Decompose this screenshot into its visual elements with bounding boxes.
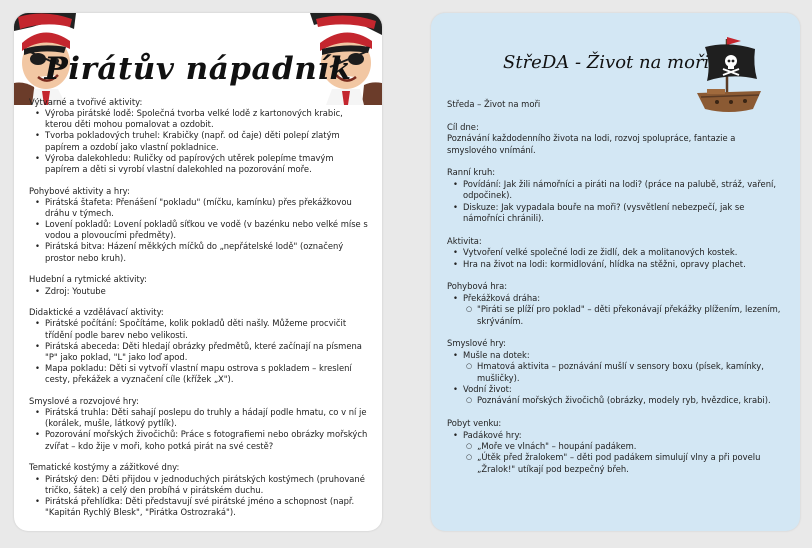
list-item: • Překážková dráha: — [447, 293, 787, 304]
section-art — [29, 97, 369, 175]
list-item: • Pirátská abeceda: Děti hledají obrázky předmětů, které začínají na písmena "P" jako poklad, "L" jako loď apod. — [29, 341, 369, 363]
left-card — [14, 13, 382, 531]
page-title: Pirátův nápadník — [44, 51, 352, 87]
sub-list-item: ○ „Moře ve vlnách" – houpání padákem. — [447, 441, 787, 452]
section-sensory — [29, 396, 369, 452]
section-heading: Pobyt venku: — [447, 418, 502, 429]
right-content — [447, 99, 787, 475]
section-heading: Ranní kruh: — [447, 167, 496, 178]
list-item: • Pirátská truhla: Děti sahají poslepu do truhly a hádají podle hmatu, co v ní je (korálek, mušle, látkový pytlík). — [29, 407, 369, 429]
section-activity — [447, 236, 787, 270]
list-item: • Pirátské počítání: Spočítáme, kolik pokladů děti našly. Můžeme procvičit třídění podle barev nebo velikosti. — [29, 318, 369, 340]
left-content — [29, 97, 369, 518]
list-item: • Hra na život na lodi: kormidlování, hlídka na stěžni, opravy plachet. — [447, 259, 787, 270]
list-item: • Pirátská přehlídka: Děti představují své pirátské jméno a schopnost (např. "Kapitán Rychlý Blesk", "Pirátka Ostrozraká"). — [29, 496, 369, 518]
list-item: • Padákové hry: — [447, 430, 787, 441]
section-morning — [447, 167, 787, 224]
list-item: • Vytvoření velké společné lodi ze židlí, dek a molitanových kostek. — [447, 247, 787, 258]
section-heading: Výtvarné a tvořivé aktivity: — [29, 97, 143, 107]
section-sensory-games — [447, 338, 787, 407]
section-movement-game — [447, 281, 787, 327]
list-item: • Povídání: Jak žili námořníci a piráti na lodi? (práce na palubě, stráž, vaření, odpočinek). — [447, 179, 787, 202]
right-card — [431, 13, 800, 531]
section-heading: Pohybové aktivity a hry: — [29, 185, 130, 196]
sub-list-item: ○ "Piráti se plíží pro poklad" – děti překonávají překážky plížením, lezením, skrýváním. — [447, 304, 787, 327]
list-item: • Pirátská štafeta: Přenášení "pokladu" (míčku, kamínku) přes překážkovou dráhu v týmech. — [29, 197, 369, 219]
subtitle: Středa – Život na moři — [447, 99, 541, 109]
list-item: • Diskuze: Jak vypadala bouře na moři? (vysvětlení nebezpečí, jak se námořníci chránili). — [447, 202, 787, 225]
sub-list-item: ○ „Útěk před žralokem" – děti pod padákem simulují vlny a při povelu „Žralok!" utíkají pod bezpečný břeh. — [447, 452, 787, 475]
list-item: • Vodní život: — [447, 384, 787, 395]
list-item: • Pirátská bitva: Házení měkkých míčků do „nepřátelské lodě" (označený prostor nebo kruh). — [29, 241, 369, 263]
page-title: StřeDA - Život na moři — [503, 52, 710, 73]
section-movement — [29, 186, 369, 264]
sub-list-item: ○ Hmatová aktivita – poznávání mušlí v sensory boxu (písek, kamínky, mušličky). — [447, 361, 787, 384]
list-item: • Zdroj: Youtube — [29, 286, 369, 297]
section-outdoor — [447, 418, 787, 475]
section-heading: Pohybová hra: — [447, 281, 508, 292]
list-item: • Pirátský den: Děti přijdou v jednoduchých pirátských kostýmech (pruhované tričko, šátek) a celý den probíhá v pirátském duchu. — [29, 474, 369, 496]
list-item: • Výroba dalekohledu: Ruličky od papírových utěrek polepíme tmavým papírem a děti si vyrobí vlastní dalekohled na pozorování moře. — [29, 153, 369, 175]
section-heading: Tematické kostýmy a zážitkové dny: — [29, 462, 180, 473]
list-item: • Výroba pirátské lodě: Společná tvorba velké lodě z kartonových krabic, kterou děti mohou pomalovat a ozdobit. — [29, 108, 369, 130]
section-heading: Hudební a rytmické aktivity: — [29, 274, 147, 285]
list-item: • Pozorování mořských živočichů: Práce s fotografiemi nebo obrázky mořských zvířat – kdo žije v moři, koho potká pirát na své cestě? — [29, 429, 369, 451]
section-costumes — [29, 462, 369, 518]
list-item: • Mušle na dotek: — [447, 350, 787, 361]
section-didactic — [29, 307, 369, 385]
section-heading: Smyslové a rozvojové hry: — [29, 395, 139, 406]
goal-heading: Cíl dne: — [447, 121, 479, 132]
list-item: • Mapa pokladu: Děti si vytvoří vlastní mapu ostrova s pokladem – kreslení cesty, překážek a vyznačení cíle (křížek „X"). — [29, 363, 369, 385]
section-music — [29, 274, 369, 296]
sub-list-item: ○ Poznávání mořských živočichů (obrázky, modely ryb, hvězdice, krabi). — [447, 395, 787, 406]
section-heading: Aktivita: — [447, 235, 482, 246]
list-item: • Lovení pokladů: Lovení pokladů síťkou ve vodě (v bazénku nebo velké míse s vodou a plovoucími předměty). — [29, 219, 369, 241]
list-item: • Tvorba pokladových truhel: Krabičky (např. od čaje) děti polepí zlatým papírem a ozdobí jako vlastní pokladnice. — [29, 130, 369, 152]
section-heading: Smyslové hry: — [447, 338, 506, 349]
goal-text: Poznávání každodenního života na lodi, rozvoj spolupráce, fantazie a smyslového vnímání. — [447, 133, 736, 155]
section-heading: Didaktické a vzdělávací aktivity: — [29, 307, 164, 318]
